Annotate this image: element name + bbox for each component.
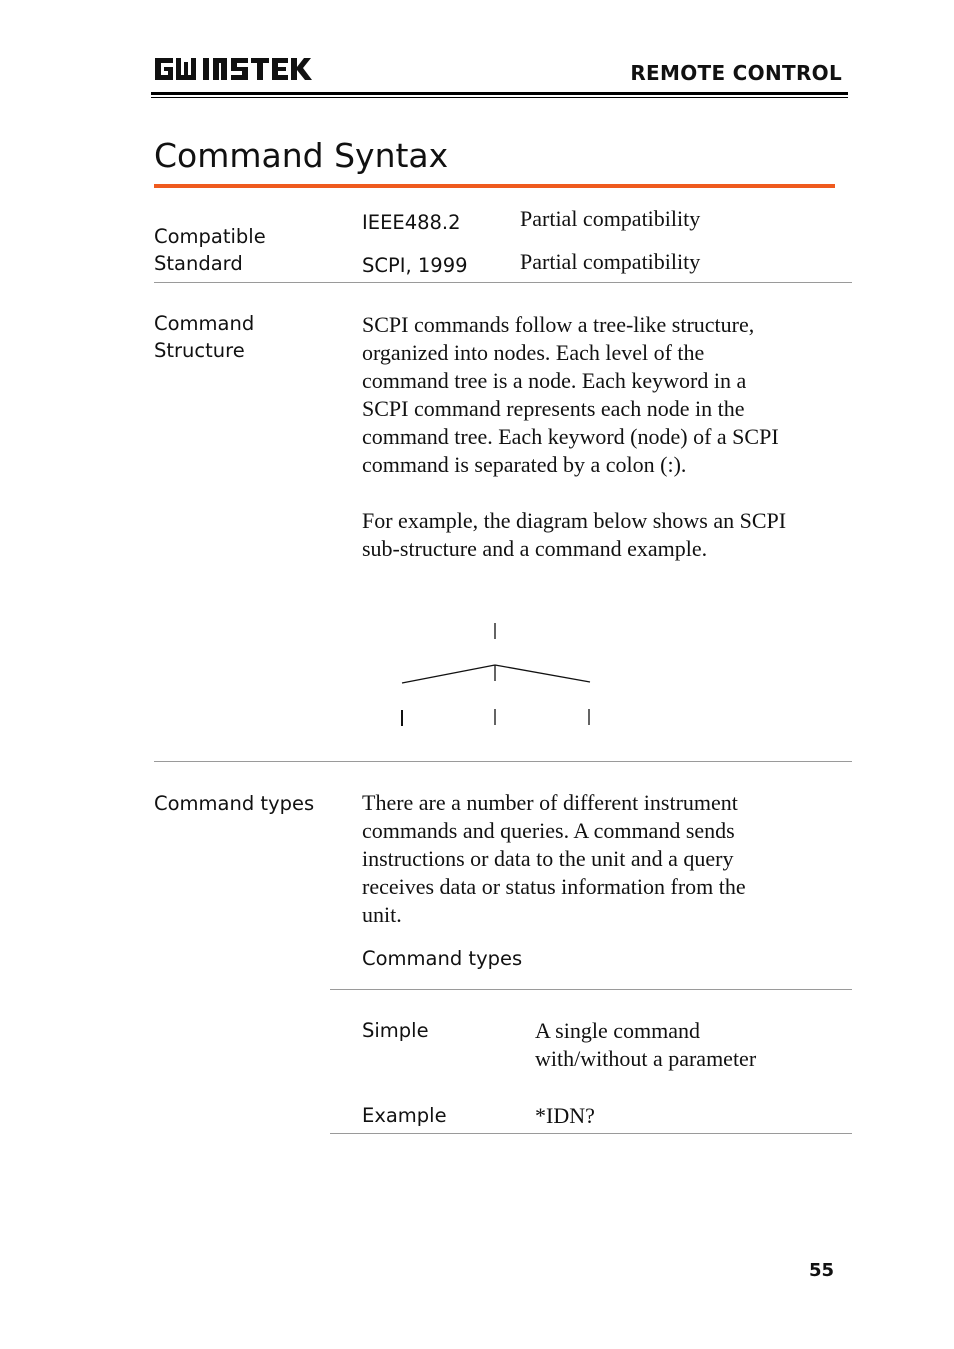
paragraph-line: unit.: [362, 902, 402, 927]
label-line: Compatible: [154, 225, 266, 248]
label-line: Standard: [154, 252, 243, 275]
command-example-paragraph: [362, 507, 786, 563]
paragraph-line: command is separated by a colon (:).: [362, 452, 687, 477]
command-structure-label: [154, 310, 254, 364]
command-structure-paragraph: [362, 311, 779, 479]
simple-description: [535, 1017, 756, 1073]
paragraph-line: SCPI commands follow a tree-like structure,: [362, 312, 755, 337]
standard-compatibility: Partial compatibility: [520, 206, 701, 231]
header-rule-thin: [151, 97, 848, 98]
paragraph-line: sub-structure and a command example.: [362, 536, 708, 561]
paragraph-line: For example, the diagram below shows an SCPI: [362, 508, 787, 533]
table-bottom-rule: [330, 1133, 852, 1134]
standard-name: IEEE488.2: [362, 211, 461, 234]
table-top-rule: [330, 989, 852, 990]
tree-branch-left: [402, 665, 495, 683]
paragraph-line: command tree is a node. Each keyword in a: [362, 368, 747, 393]
title-underline: [154, 184, 835, 188]
description-line: A single command: [535, 1018, 700, 1043]
page-number: 55: [808, 1260, 834, 1281]
paragraph-line: commands and queries. A command sends: [362, 818, 735, 843]
section-title: REMOTE CONTROL: [630, 61, 842, 85]
command-tree-diagram: [390, 615, 610, 735]
section-divider: [154, 761, 852, 762]
paragraph-line: receives data or status information from the: [362, 874, 746, 899]
gw-instek-logo-graphic: [153, 54, 323, 84]
command-types-subheading: Command types: [362, 947, 523, 970]
paragraph-line: organized into nodes. Each level of the: [362, 340, 705, 365]
command-types-paragraph: [362, 789, 746, 929]
command-types-label: Command types: [154, 792, 315, 815]
header-rule-thick: [151, 92, 848, 95]
label-line: Structure: [154, 339, 245, 362]
example-label: Example: [362, 1104, 447, 1127]
paragraph-line: instructions or data to the unit and a query: [362, 846, 734, 871]
section-divider: [154, 282, 852, 283]
standard-name: SCPI, 1999: [362, 254, 468, 277]
tree-branch-right: [495, 665, 590, 682]
paragraph-line: SCPI command represents each node in the: [362, 396, 745, 421]
example-value: *IDN?: [535, 1103, 595, 1128]
paragraph-line: command tree. Each keyword (node) of a SCPI: [362, 424, 779, 449]
paragraph-line: There are a number of different instrument: [362, 790, 738, 815]
compatible-standard-label: [154, 223, 266, 277]
label-line: Command: [154, 312, 255, 335]
description-line: with/without a parameter: [535, 1046, 757, 1071]
standard-compatibility: Partial compatibility: [520, 249, 701, 274]
simple-label: Simple: [362, 1019, 429, 1042]
gw-instek-logo: [153, 54, 323, 84]
page-title: Command Syntax: [154, 136, 449, 175]
